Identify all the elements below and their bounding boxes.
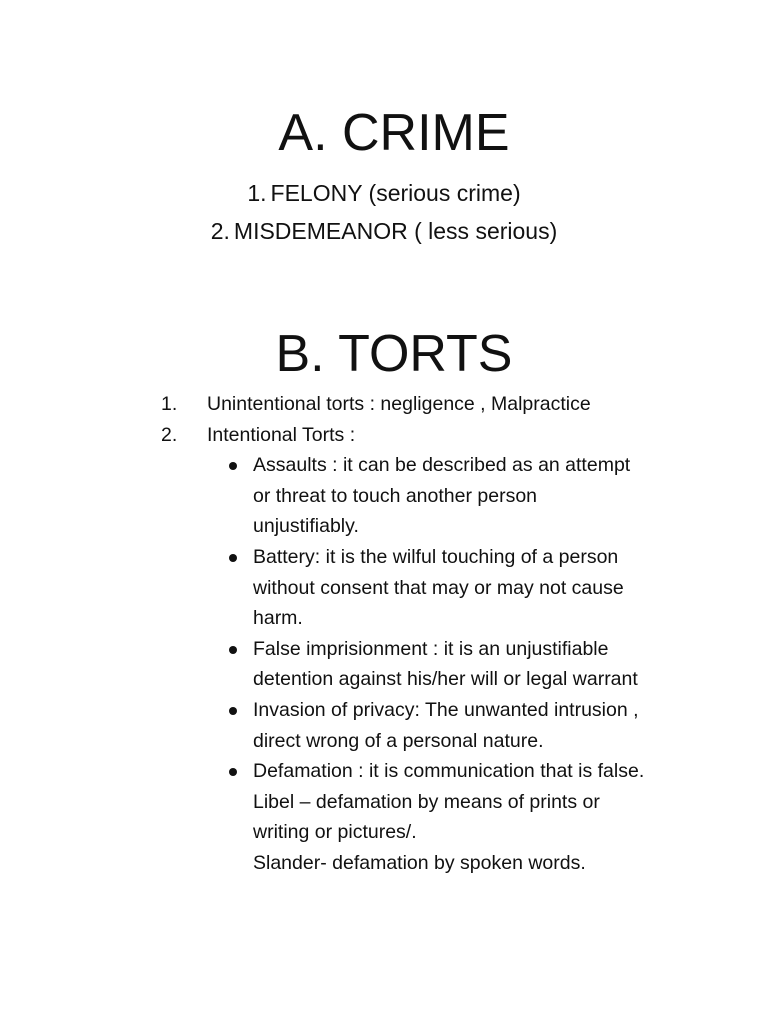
bullet-line: writing or pictures/. [253, 821, 417, 844]
bullet-line: harm. [253, 607, 303, 630]
bullet-line: Libel – defamation by means of prints or [253, 790, 600, 813]
bullet-line: Battery: it is the wilful touching of a person [253, 545, 619, 568]
list-number: 1. [247, 180, 267, 206]
bullet-icon [229, 646, 237, 654]
list-item-text: Intentional Torts : [207, 423, 356, 446]
list-item-text: Unintentional torts : negligence , Malpractice [207, 393, 591, 415]
section-b-heading: B. TORTS [275, 325, 513, 383]
bullet-icon [229, 554, 237, 562]
bullet-icon [229, 707, 237, 715]
torts-list [161, 389, 721, 879]
bullet-line: Invasion of privacy: The unwanted intrusion , [253, 698, 639, 721]
list-item [0, 212, 768, 250]
list-item-text: FELONY (serious crime) [270, 180, 521, 206]
bullet-line: direct wrong of a personal nature. [253, 729, 544, 752]
list-number: 1. [161, 393, 178, 415]
bullet-item-false-imprisonment [207, 634, 677, 695]
list-item [0, 174, 768, 212]
bullet-line: Slander- defamation by spoken words. [253, 851, 586, 874]
bullet-line: or threat to touch another person [253, 484, 538, 507]
bullet-line: Assaults : it can be described as an attempt [253, 454, 631, 477]
bullet-line: False imprisionment : it is an unjustifiable [253, 637, 609, 660]
list-item-text: MISDEMEANOR ( less serious) [233, 218, 558, 244]
list-item [161, 389, 721, 420]
bullet-item-assaults [207, 450, 677, 542]
intentional-torts-bullets [207, 450, 721, 878]
list-item [161, 420, 721, 879]
bullet-item-battery [207, 542, 677, 634]
bullet-item-invasion-of-privacy [207, 695, 677, 756]
bullet-line: unjustifiably. [253, 515, 359, 538]
crime-list [0, 174, 768, 250]
bullet-line: detention against his/her will or legal warrant [253, 668, 638, 691]
bullet-line: Defamation : it is communication that is false. [253, 760, 645, 783]
bullet-line: without consent that may or may not cause [253, 576, 624, 599]
section-a-heading: A. CRIME [278, 104, 510, 162]
bullet-icon [229, 462, 237, 470]
bullet-item-defamation [207, 756, 677, 878]
list-number: 2. [161, 423, 178, 446]
bullet-icon [229, 768, 237, 776]
list-number: 2. [210, 218, 230, 244]
